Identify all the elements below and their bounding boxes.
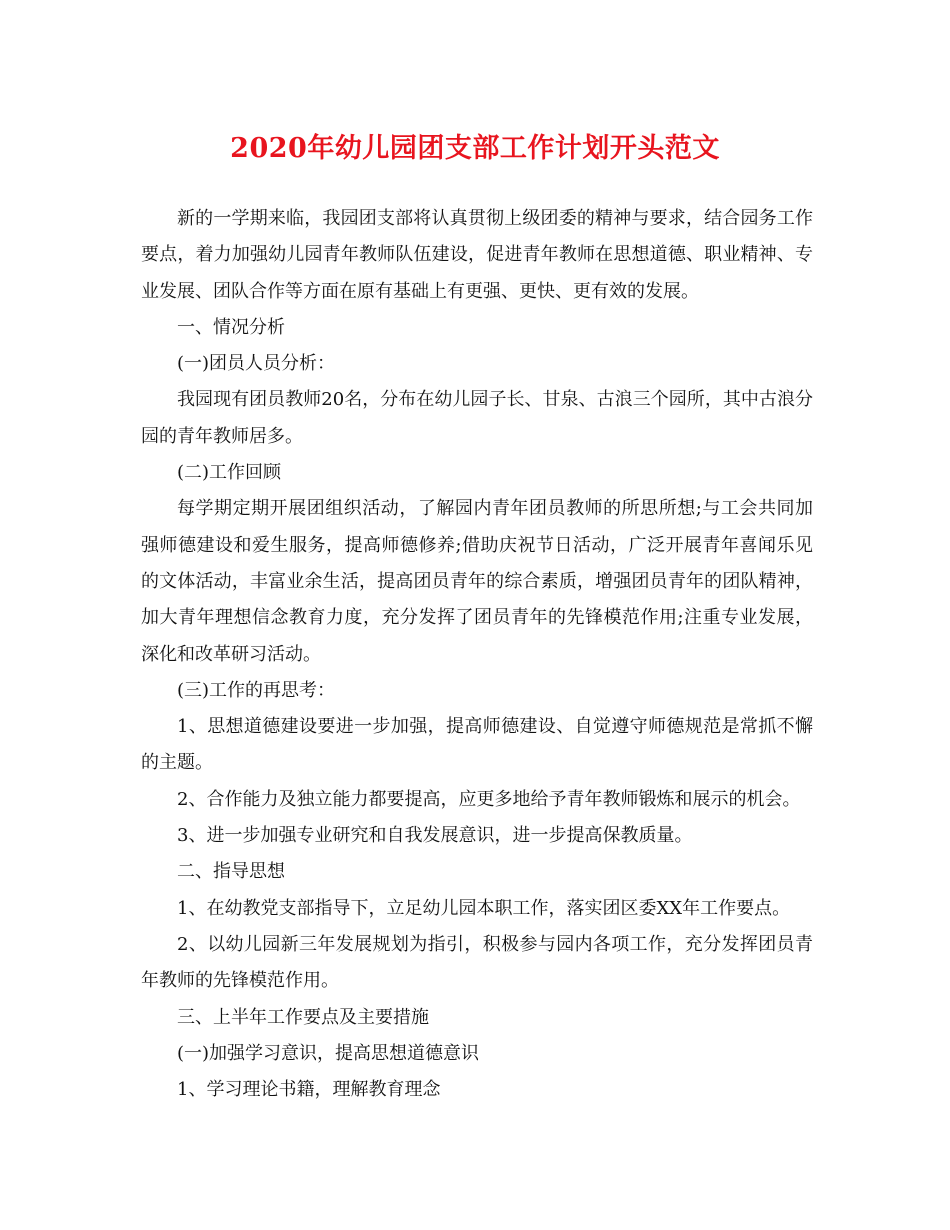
paragraph-intro: 新的一学期来临，我园团支部将认真贯彻上级团委的精神与要求，结合园务工作要点，着力加强幼儿园青年教师队伍建设，促进青年教师在思想道德、职业精神、专业发展、团队合作等方面在原有基础上有更强、更快、更有效的发展。 bbox=[141, 208, 813, 302]
paragraph-member-analysis: 我园现有团员教师20名，分布在幼儿园子长、甘泉、古浪三个园所，其中古浪分园的青年教师居多。 bbox=[141, 389, 813, 447]
subheading-work-review: (二)工作回顾 bbox=[177, 462, 282, 484]
list-item-study-1: 1、学习理论书籍，理解教育理念 bbox=[177, 1079, 441, 1101]
document-body bbox=[141, 201, 813, 1108]
list-item-rethinking-3: 3、进一步加强专业研究和自我发展意识，进一步提高保教质量。 bbox=[177, 825, 693, 847]
subheading-study-awareness: (一)加强学习意识，提高思想道德意识 bbox=[177, 1042, 480, 1064]
heading-work-points: 三、上半年工作要点及主要措施 bbox=[177, 1006, 429, 1028]
subheading-rethinking: (三)工作的再思考： bbox=[177, 679, 336, 701]
list-item-guiding-1: 1、在幼教党支部指导下，立足幼儿园本职工作，落实团区委XX年工作要点。 bbox=[177, 897, 791, 919]
list-item-rethinking-1: 1、思想道德建设要进一步加强，提高师德建设、自觉遵守师德规范是常抓不懈的主题。 bbox=[141, 716, 813, 774]
list-item-guiding-2: 2、以幼儿园新三年发展规划为指引，积极参与园内各项工作，充分发挥团员青年教师的先锋模范作用。 bbox=[141, 933, 813, 992]
list-item-rethinking-2: 2、合作能力及独立能力都要提高，应更多地给予青年教师锻炼和展示的机会。 bbox=[177, 788, 801, 810]
document-title: 2020年幼儿园团支部工作计划开头范文 bbox=[230, 133, 720, 164]
heading-situation-analysis: 一、情况分析 bbox=[177, 316, 285, 338]
subheading-member-analysis: (一)团员人员分析： bbox=[177, 353, 336, 375]
paragraph-work-review: 每学期定期开展团组织活动，了解园内青年团员教师的所思所想;与工会共同加强师德建设和爱生服务，提高师德修养;借助庆祝节日活动，广泛开展青年喜闻乐见的文体活动，丰富业余生活，提高团员青年的综合素质，增强团员青年的团队精神，加大青年理想信念教育力度，充分发挥了团员青年的先锋模范作用;注重专业发展，深化和改革研习活动。 bbox=[141, 498, 813, 665]
heading-guiding-thought: 二、指导思想 bbox=[177, 861, 285, 883]
